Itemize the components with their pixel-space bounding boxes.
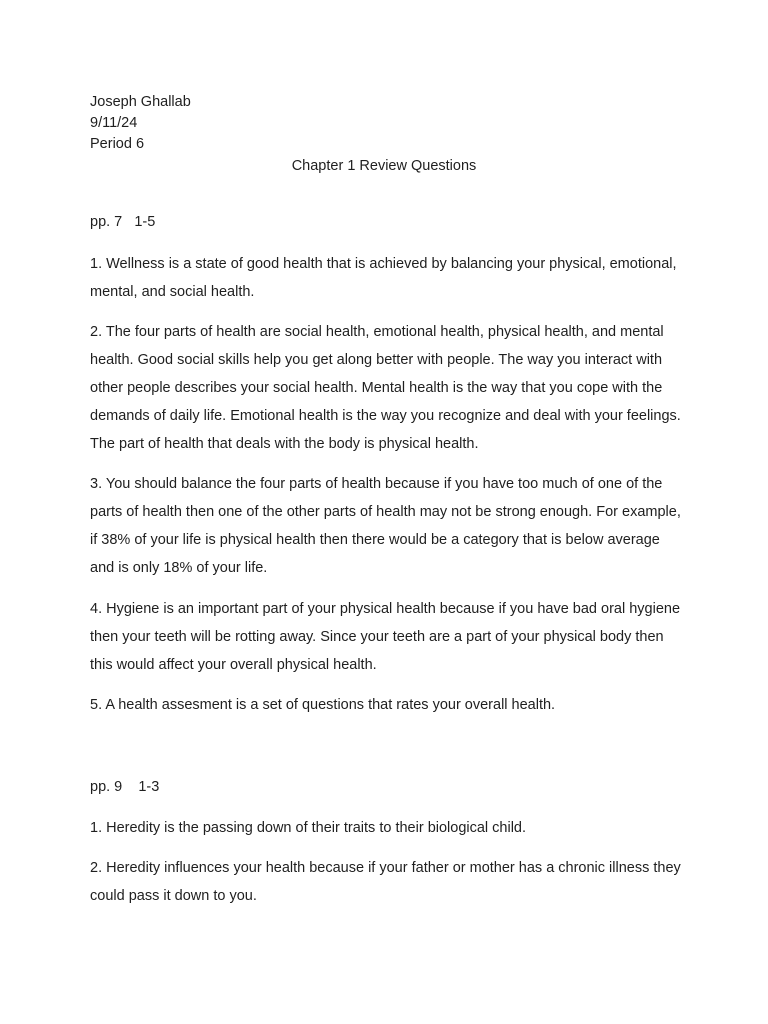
- document-title: Chapter 1 Review Questions: [291, 158, 477, 174]
- answer-pp7-2: 2. The four parts of health are social health, emotional health, physical health, and mental health. Good social skills help you get along better with people. The way you interact with other people describes your social health. Mental health is the way that you cope with the demands of daily life. Emotional health is the way you recognize and deal with your feelings. The part of health that deals with the body is physical health.: [90, 324, 681, 452]
- answer-pp7-4: 4. Hygiene is an important part of your physical health because if you have bad oral hygiene then your teeth will be rotting away. Since your teeth are a part of your physical body then this would affect your overall physical health.: [90, 601, 681, 673]
- answer-pp7-5: 5. A health assesment is a set of questions that rates your overall health.: [90, 697, 556, 713]
- answer-pp7-1: 1. Wellness is a state of good health that is achieved by balancing your physical, emotional, mental, and social health.: [90, 256, 677, 300]
- section-label-pp7: pp. 7 1-5: [90, 214, 156, 230]
- date: 9/11/24: [90, 115, 138, 131]
- section-label-pp9: pp. 9 1-3: [90, 779, 160, 795]
- class-period: Period 6: [90, 136, 145, 152]
- answer-pp9-2: 2. Heredity influences your health because if your father or mother has a chronic illness they could pass it down to you.: [90, 860, 681, 904]
- student-name: Joseph Ghallab: [90, 94, 191, 110]
- answer-pp9-1: 1. Heredity is the passing down of their traits to their biological child.: [90, 820, 527, 836]
- answer-pp7-3: 3. You should balance the four parts of health because if you have too much of one of the parts of health then one of the other parts of health may not be strong enough. For example, if 38% of your life is physical health then there would be a category that is below average and is only 18% of your life.: [90, 476, 681, 576]
